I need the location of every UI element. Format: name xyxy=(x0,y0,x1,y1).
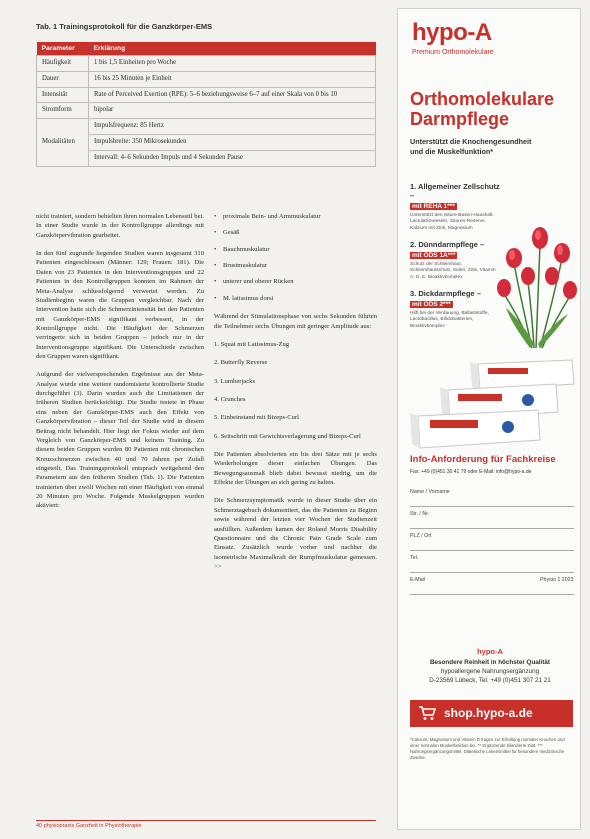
form-field-name[interactable] xyxy=(410,485,574,507)
product-name-line xyxy=(410,201,500,211)
address-line: D-23569 Lübeck, Tel. +49 (0)451 307 21 21 xyxy=(429,676,551,684)
info-contact: Fax: +49 (0)451 30 41 79 oder E-Mail: info@hypo-a.de xyxy=(410,469,532,475)
row-label: Häufigkeit xyxy=(37,56,89,72)
list-item: 3. Lumberjacks xyxy=(214,377,256,385)
paragraph: Während der Stimulationsphase von sechs Sekunden führten die Teilnehmer sechs Übungen mit geringer Amplitude aus: xyxy=(214,313,377,330)
info-request-title: Info-Anforderung für Fachkreise xyxy=(410,454,556,465)
form-field-city[interactable] xyxy=(410,529,574,551)
address-line: Besondere Reinheit in höchster Qualität xyxy=(429,659,550,666)
list-item: 4. Crunches xyxy=(214,395,246,403)
paragraph: Aufgrund der vielversprechenden Ergebnisse aus der Meta-Analyse wurde eine weitere randomisierte kontrollierte Studie durchgeführt (3). Darin wurden auch die Limitationen der früheren Studien berücksichtigt. Die Studie testete in Phase eins neben der Ganzkörper-EMS auch den Effekt von Ganzkörpervibration – dieser Teil der Studie wird in diesem Beitrag nicht behandelt. Hier liegt der Fokus wieder auf dem Vergleich von Ganzkörper-EMS und keinem Training. Zu diesem beiden Gruppen wurden 80 Patienten mit chronischen Kreuzschmerzen zwischen 40 und 70 Jahren per Zufall eingeteilt. Das Trainingsprotokoll entsprach weitgehend den Parametern aus den früheren Studien (Tab. 1). Die Patienten trainierten über zwölf Wochen mit einer Häufigkeit von einmal 20 Minuten pro Woche. Folgende Muskelgruppen wurden aktiviert: xyxy=(36,371,204,510)
product-item xyxy=(410,289,500,330)
row-value: 1 bis 1,5 Einheiten pro Woche xyxy=(89,56,376,72)
brand-logo: hypo-A xyxy=(412,19,492,46)
row-value: Rate of Perceived Exertion (RPE): 5–6 beziehungsweise 6–7 auf einer Skala von 0 bis 10 xyxy=(89,87,376,103)
table-header-row xyxy=(37,42,376,56)
row-value: 16 bis 25 Minuten je Einheit xyxy=(89,71,376,87)
list-item: 6. Seitschritt mit Gewichtsverlagerung und Bizeps-Curl xyxy=(214,432,361,440)
product-item xyxy=(410,182,500,232)
product-desc: Hilft bei der Verdauung. Ballaststoffe, Lactobacillus, Bifidobakterien, Bioaktivkomplex xyxy=(410,310,489,329)
form-field-street[interactable] xyxy=(410,507,574,529)
form-field-label: Str. / Nr. xyxy=(410,511,430,517)
shopping-cart-icon xyxy=(418,705,436,721)
product-name: mit ODS 2*** xyxy=(412,300,451,308)
shop-url: shop.hypo-a.de xyxy=(444,706,533,720)
address-line: hypoallergene Nahrungsergänzung xyxy=(440,667,540,675)
ad-headline xyxy=(410,89,554,129)
row-value: Impulsbreite: 350 Mikrosekunden xyxy=(89,135,376,151)
product-name: mit ODS 1A*** xyxy=(412,251,456,259)
headline-line: Orthomolekulare xyxy=(410,89,555,109)
form-field-email[interactable] xyxy=(410,573,574,595)
subheadline-line: Unterstützt die Knochengesundheit xyxy=(410,137,532,146)
product-name-line xyxy=(410,299,500,309)
brand-tagline: Premium Orthomolekulare xyxy=(412,49,494,56)
ad-fine-print: *Calcium, Magnesium und Vitamin D tragen zur Erhaltung normaler Knochen und einer normalen Muskelfunktion bei. ** Ergänzende bilanzierte Diät. *** Nahrungsergänzungsmittel. Diätetische Lebensmittel für besondere medizinische Zwecke. xyxy=(410,737,565,761)
paragraph-text: Die Schmerzsymptomatik wurde in dieser Studie über ein Schmerztagebuch dokumentiert, das die Patienten zu Beginn sowie während der letzten vier Wochen der Studienzeit ausfüllten. Außerdem kamen der Roland Morris Disability Questionnaire und die Chronic Pain Grade Scale zum Einsatz. Zusätzlich wurde vorher und nachher die isometrische Maximalkraft der Rumpfmuskulatur gemessen. xyxy=(214,497,377,561)
exercise-list xyxy=(214,340,377,441)
product-title: 1. Allgemeiner Zellschutz – xyxy=(410,182,500,201)
product-title: 3. Dickdarmpflege – xyxy=(410,289,481,299)
brand-logo-small: hypo-A xyxy=(477,647,503,656)
table-header-explanation: Erklärung xyxy=(89,42,376,56)
muscle-group-list xyxy=(214,212,377,303)
training-protocol-table xyxy=(36,42,376,167)
form-field-label: E-Mail xyxy=(410,577,426,583)
product-name: mit REHA 1*** xyxy=(412,202,455,210)
row-label-modality: Modalitäten xyxy=(37,119,89,166)
form-field-phone[interactable] xyxy=(410,551,574,573)
headline-line: Darmpflege xyxy=(410,109,510,130)
list-item: • Brustmuskulatur xyxy=(214,261,377,270)
list-item: • proximale Bein- und Armmuskulatur xyxy=(214,212,377,221)
row-label: Dauer xyxy=(37,71,89,87)
list-item: 5. Einbeinstand mit Bizeps-Curl xyxy=(214,414,299,422)
table-row xyxy=(37,119,376,135)
list-item: 1. Squat mit Latissimus-Zug xyxy=(214,340,290,348)
page-footer: 40 physiopraxis Ganzheit in Physiotherapie xyxy=(36,820,376,829)
product-desc: Unterstützt den Säure-Basen-Haushalt. Lactulat/Zwieseln, Säuren-Reserve, Kalzium mit Zink, Magnesium xyxy=(410,212,494,231)
list-item: • Bauchmuskulatur xyxy=(214,245,377,254)
row-value: bipolar xyxy=(89,103,376,119)
continue-marker: >> xyxy=(214,562,222,570)
info-request-form xyxy=(410,485,574,595)
paragraph: In den fünf zugrunde liegenden Studien waren insgesamt 310 Patienten eingeschlossen (Männer: 129; Frauen: 181). Die Daten von 23 Patienten in den Interventionsgruppen und 22 Patienten in den Kontrollgruppen konnten im Rahmen der Meta-Analyse schlussfolgernd verwertet werden. Zu Studienbeginn waren die Gruppen vergleichbar. Nach der Intervention hatte sich die Schmerzintensität bei den Patienten mit Ganzkörper-EMS signifikant verbessert, in der Kontrollgruppe nicht. Die Häufigkeit der Schmerzen verringerte sich in beiden Gruppen – jedoch nur in der Interventionsgruppe signifikant. Die Unterschiede zwischen den Gruppen waren signifikant. xyxy=(36,250,204,361)
article-column-right xyxy=(214,212,377,580)
row-value: Impulsfrequenz: 85 Hertz xyxy=(89,119,376,135)
product-desc: Schutz der Schleimhaut. Schleimhautschutz, Selen, Zink, Vitamin A, D, E, Bioaktivkomplex xyxy=(410,261,496,280)
tulips-image xyxy=(492,224,578,349)
form-note: Physio 1 2023 xyxy=(540,577,574,583)
paragraph: nicht trainiert, sondern behielten ihren normalen Lebensstil bei. In einer Studie wurde in der Kontrollgruppe allerdings mit Ganzkörpervibration gearbeitet. xyxy=(36,213,204,239)
company-address xyxy=(398,659,581,686)
paragraph xyxy=(214,496,377,571)
table-header-parameter: Parameter xyxy=(37,42,89,56)
table-row xyxy=(37,71,376,87)
product-list xyxy=(410,182,500,338)
row-label: Stromform xyxy=(37,103,89,119)
ad-subheadline xyxy=(410,137,574,157)
subheadline-line: und die Muskelfunktion* xyxy=(410,147,494,157)
row-value: Intervall: 4–6 Sekunden Impuls und 4 Sekunden Pause xyxy=(89,150,376,166)
article-column-left xyxy=(36,212,204,520)
table-row xyxy=(37,56,376,72)
product-boxes-image xyxy=(408,354,576,449)
list-item: • Gesäß xyxy=(214,228,377,237)
paragraph: Die Patienten absolvierten ein bis drei Sätze mit je sechs Wiederholungen dieser einfachen Übungen. Das Bewegungsausmaß blieb dabei bewusst niedrig, um die Effekte der Übungen an sich gering zu halten. xyxy=(214,451,377,487)
table-row xyxy=(37,87,376,103)
product-item xyxy=(410,240,500,281)
table-caption: Tab. 1 Trainingsprotokoll für die Ganzkörper-EMS xyxy=(36,22,213,31)
product-name-line xyxy=(410,250,500,260)
product-title: 2. Dünndarmpflege – xyxy=(410,240,485,250)
form-field-label: Name / Vorname xyxy=(410,489,450,495)
advertisement xyxy=(397,8,581,830)
list-item: • M. latissimus dorsi xyxy=(214,294,377,303)
list-item: 2. Butterfly Reverse xyxy=(214,359,268,367)
row-label: Intensität xyxy=(37,87,89,103)
table-row xyxy=(37,103,376,119)
form-field-label: Tel. xyxy=(410,555,419,561)
shop-link[interactable] xyxy=(410,700,573,727)
form-field-label: PLZ / Ort xyxy=(410,533,432,539)
list-item: • unterer und oberer Rücken xyxy=(214,277,377,286)
